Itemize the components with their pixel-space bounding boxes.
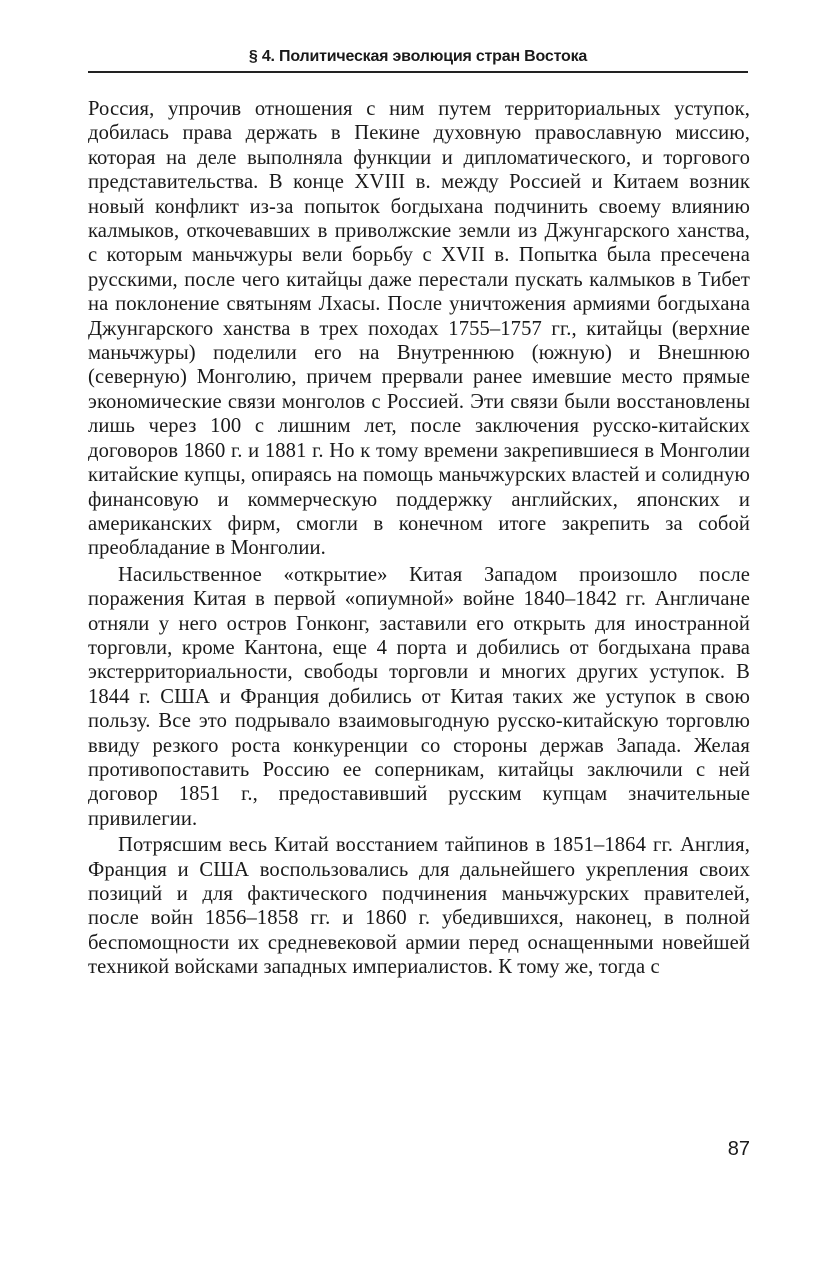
paragraph-3: Потрясшим весь Китай восстанием тайпинов в 1851–1864 гг. Англия, Франция и США воспользовались для дальнейшего укрепления своих позиций и для фактического подчинения маньчжурских правителей, после войн 1856–1858 гг. и 1860 г. убедившихся, наконец, в полной беспомощности их средневековой армии перед оснащенными новейшей техникой войсками западных империалистов. К тому же, тогда с [88,834,750,979]
body-text [88,97,750,980]
paragraph-1: Россия, упрочив отношения с ним путем территориальных уступок, добилась права держать в Пекине духовную православную миссию, которая на деле выполняла функции и дипломатического, и торгового представительства. В конце XVIII в. между Россией и Китаем возник новый конфликт из-за попыток богдыхана подчинить своему влиянию калмыков, откочевавших в приволжские земли из Джунгарского ханства, с которым маньчжуры вели борьбу с XVII в. Попытка была пресечена русскими, после чего китайцы даже перестали пускать калмыков в Тибет на поклонение святыням Лхасы. После уничтожения армиями богдыхана Джунгарского ханства в трех походах 1755–1757 гг., китайцы (верхние маньчжуры) поделили его на Внутреннюю (южную) и Внешнюю (северную) Монголию, причем прервали ранее имевшие место прямые экономические связи монголов с Россией. Эти связи были восстановлены лишь через 100 с лишним лет, после заключения русско-китайских договоров 1860 г. и 1881 г. Но к тому времени закрепившиеся в Монголии китайские купцы, опираясь на помощь маньчжурских властей и солидную финансовую и коммерческую поддержку английских, японских и американских фирм, смогли в конечном итоге закрепить за собой преобладание в Монголии. [88,98,750,560]
page-number: 87 [727,1138,750,1160]
paragraph-2: Насильственное «открытие» Китая Западом произошло после поражения Китая в первой «опиумной» войне 1840–1842 гг. Англичане отняли у него остров Гонконг, заставили его открыть для иностранной торговли, кроме Кантона, еще 4 порта и добились от богдыхана права экстерриториальности, свободы торговли и многих других уступок. В 1844 г. США и Франция добились от Китая таких же уступок в свою пользу. Все это подрывало взаимовыгодную русско-китайскую торговлю ввиду резкого роста конкуренции со стороны держав Запада. Желая противопоставить Россию ее соперникам, китайцы заключили с ней договор 1851 г., предоставивший русским купцам значительные привилегии. [88,563,750,830]
running-title: § 4. Политическая эволюция стран Востока [248,48,588,65]
running-header [88,45,748,73]
